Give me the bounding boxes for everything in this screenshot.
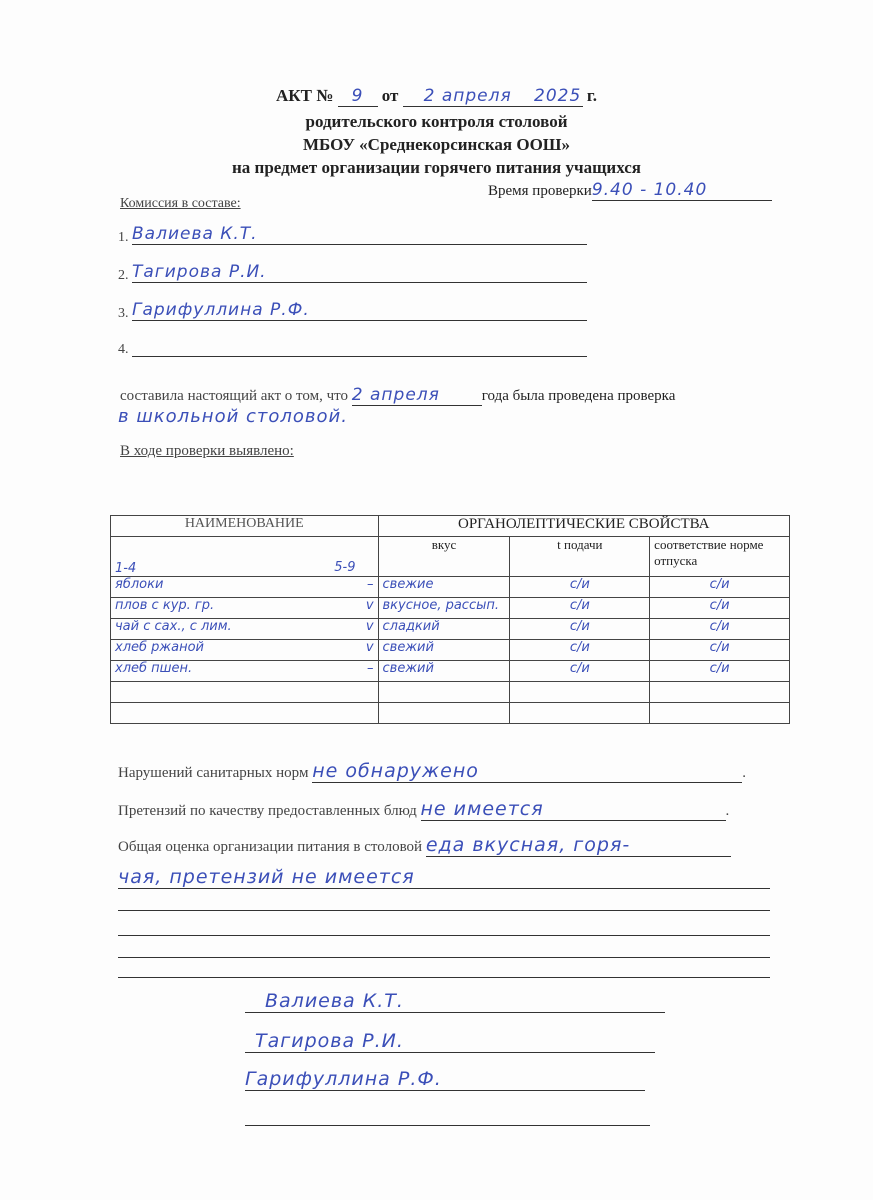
dish-mark: v bbox=[365, 640, 374, 655]
dish-name: плов с кур. гр. bbox=[115, 598, 215, 613]
taste: свежий bbox=[378, 661, 510, 682]
dish-mark: – bbox=[367, 577, 374, 592]
norm: с/и bbox=[650, 661, 790, 682]
statement bbox=[120, 385, 675, 406]
member-name: Тагирова Р.И. bbox=[132, 262, 587, 283]
signature: Тагирова Р.И. bbox=[245, 1030, 655, 1053]
dish-mark: v bbox=[365, 598, 374, 613]
commission-label: Комиссия в составе: bbox=[120, 196, 241, 211]
dish-name: хлеб ржаной bbox=[115, 640, 204, 655]
taste: сладкий bbox=[378, 619, 510, 640]
act-label: АКТ № bbox=[276, 86, 334, 105]
blank-line bbox=[118, 935, 770, 936]
statement-prefix: составила настоящий акт о том, что bbox=[120, 388, 349, 404]
col-taste-header: вкус bbox=[378, 537, 510, 577]
col-props-header: ОРГАНОЛЕПТИЧЕСКИЕ СВОЙСТВА bbox=[378, 516, 789, 537]
time-label: Время проверки bbox=[488, 183, 592, 199]
temp: с/и bbox=[510, 598, 650, 619]
grades-cell bbox=[111, 537, 379, 577]
blank-line bbox=[118, 957, 770, 958]
col-temp-header: t подачи bbox=[510, 537, 650, 577]
member-number: 2. bbox=[118, 268, 129, 283]
empty-row bbox=[111, 682, 790, 703]
member-number: 1. bbox=[118, 230, 129, 245]
member-name bbox=[132, 336, 587, 357]
dish-mark: v bbox=[365, 619, 374, 634]
table-row bbox=[111, 577, 790, 598]
statement-date: 2 апреля bbox=[352, 385, 482, 406]
time-value: 9.40 - 10.40 bbox=[592, 180, 772, 201]
table-row bbox=[111, 640, 790, 661]
assessment-label: Общая оценка организации питания в столовой bbox=[118, 839, 423, 855]
grades-5-9: 5-9 bbox=[334, 560, 356, 575]
dish-name: чай с сах., с лим. bbox=[115, 619, 232, 634]
signature: Валиева К.Т. bbox=[245, 990, 665, 1013]
act-title bbox=[0, 86, 873, 107]
table-row bbox=[111, 598, 790, 619]
blank-line bbox=[118, 977, 770, 978]
from-label: от bbox=[381, 86, 399, 105]
statement-place: в школьной столовой. bbox=[118, 406, 348, 427]
norm: с/и bbox=[650, 598, 790, 619]
member-name: Валиева К.Т. bbox=[132, 224, 587, 245]
temp: с/и bbox=[510, 640, 650, 661]
dish-name: хлеб пшен. bbox=[115, 661, 193, 676]
blank-line bbox=[118, 910, 770, 911]
assessment-value-1: еда вкусная, горя- bbox=[426, 834, 731, 857]
norm: с/и bbox=[650, 577, 790, 598]
violations: Нарушений санитарных норм не обнаружено . bbox=[118, 760, 746, 782]
act-number: 9 bbox=[338, 86, 378, 107]
assessment-value-2: чая, претензий не имеется bbox=[118, 866, 770, 889]
statement-suffix: года была проведена проверка bbox=[481, 388, 676, 404]
temp: с/и bbox=[510, 577, 650, 598]
act-date: 2 апреля bbox=[403, 86, 533, 107]
signature: Гарифуллина Р.Ф. bbox=[245, 1068, 645, 1091]
subtitle-2: на предмет организации горячего питания учащихся bbox=[232, 158, 641, 177]
member-number: 4. bbox=[118, 342, 129, 357]
temp: с/и bbox=[510, 661, 650, 682]
norm: с/и bbox=[650, 640, 790, 661]
year-suffix: г. bbox=[586, 86, 597, 105]
member-number: 3. bbox=[118, 306, 129, 321]
table-row bbox=[111, 619, 790, 640]
claims-value: не имеется bbox=[421, 798, 726, 821]
food-table bbox=[110, 515, 790, 724]
taste: свежий bbox=[378, 640, 510, 661]
check-time bbox=[488, 180, 772, 201]
claims-label: Претензий по качеству предоставленных блюд bbox=[118, 803, 417, 819]
blank-signature-line bbox=[245, 1125, 650, 1126]
taste: свежие bbox=[378, 577, 510, 598]
temp: с/и bbox=[510, 619, 650, 640]
violations-value: не обнаружено bbox=[312, 760, 742, 783]
member-name: Гарифуллина Р.Ф. bbox=[132, 300, 587, 321]
claims: Претензий по качеству предоставленных блюд не имеется . bbox=[118, 798, 730, 820]
subtitle-1: родительского контроля столовой bbox=[305, 112, 568, 131]
assessment bbox=[118, 834, 731, 857]
col-norm-header: соответствие норме отпуска bbox=[650, 537, 790, 577]
dish-name: яблоки bbox=[115, 577, 164, 592]
dish-mark: – bbox=[367, 661, 374, 676]
violations-label: Нарушений санитарных норм bbox=[118, 765, 309, 781]
act-year: 2025 bbox=[534, 86, 582, 106]
empty-row bbox=[111, 703, 790, 724]
taste: вкусное, рассып. bbox=[378, 598, 510, 619]
school-name: МБОУ «Среднекорсинская ООШ» bbox=[303, 135, 570, 154]
table-row bbox=[111, 661, 790, 682]
norm: с/и bbox=[650, 619, 790, 640]
findings-label: В ходе проверки выявлено: bbox=[120, 443, 294, 459]
grades-1-4: 1-4 bbox=[115, 561, 137, 576]
col-name-header: НАИМЕНОВАНИЕ bbox=[111, 516, 379, 537]
